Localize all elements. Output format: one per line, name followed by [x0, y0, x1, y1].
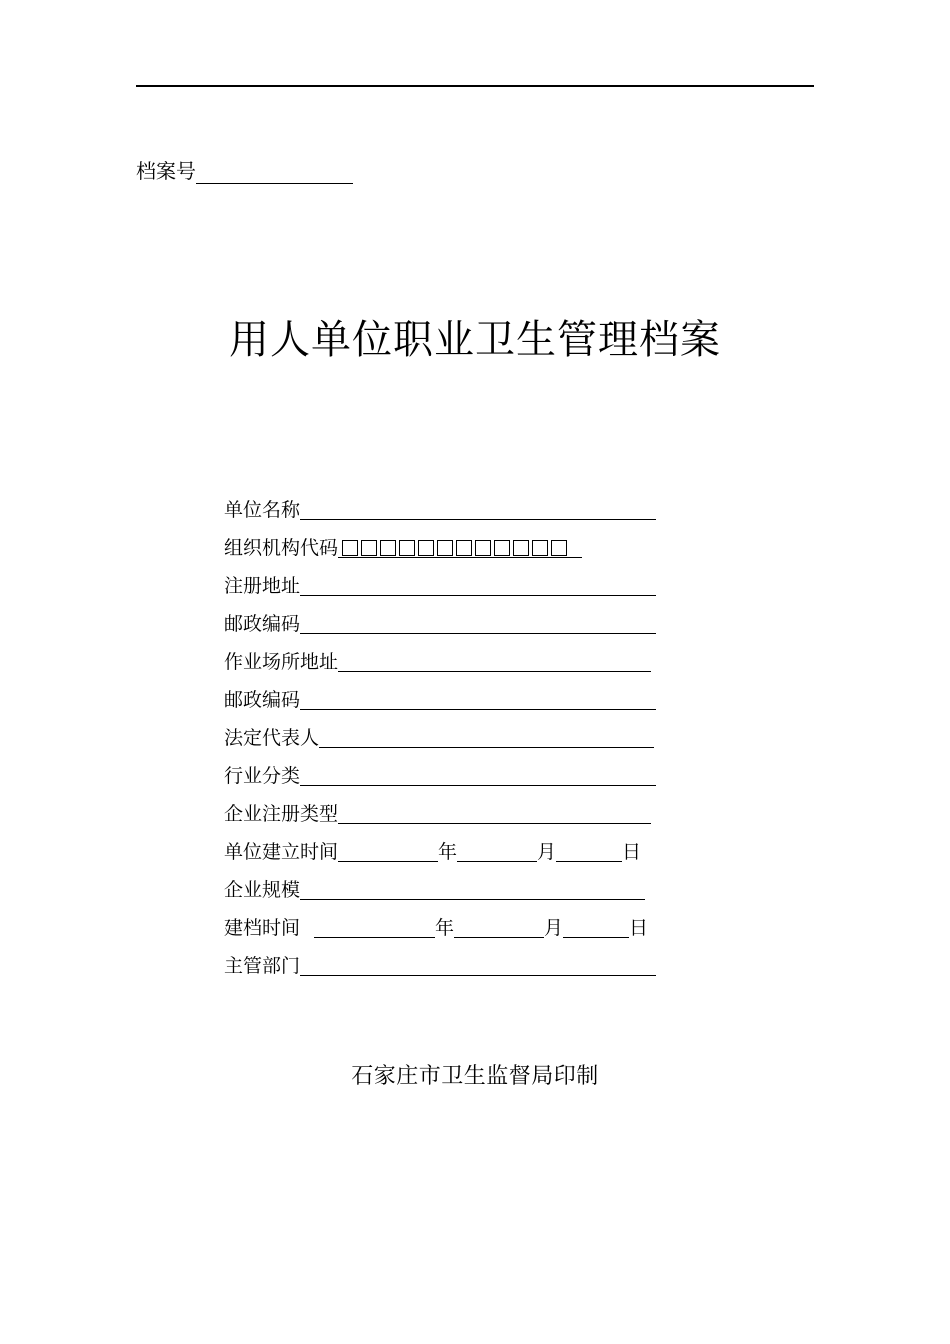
establishment-year-unit: 年 — [438, 841, 458, 863]
org-code-box[interactable] — [361, 540, 377, 556]
establishment-month-unit: 月 — [537, 841, 557, 863]
unit-name-label: 单位名称 — [224, 499, 301, 521]
industry-category-label: 行业分类 — [224, 765, 301, 787]
registered-address-blank[interactable] — [300, 573, 656, 596]
postal-code-row-1 — [224, 598, 684, 636]
industry-category-row — [224, 750, 684, 788]
archive-date-row — [224, 902, 684, 940]
org-code-box[interactable] — [532, 540, 548, 556]
enterprise-scale-row — [224, 864, 684, 902]
org-code-box[interactable] — [513, 540, 529, 556]
workplace-address-blank[interactable] — [338, 649, 651, 672]
org-code-box[interactable] — [342, 540, 358, 556]
registered-address-row — [224, 560, 684, 598]
establishment-date-row — [224, 826, 684, 864]
establishment-month-blank[interactable] — [457, 839, 537, 862]
org-code-box[interactable] — [380, 540, 396, 556]
archive-day-unit: 日 — [629, 917, 649, 939]
legal-representative-label: 法定代表人 — [224, 727, 320, 749]
enterprise-registration-type-row — [224, 788, 684, 826]
document-title: 用人单位职业卫生管理档案 — [229, 317, 721, 363]
header-rule — [136, 85, 814, 87]
org-code-box[interactable] — [456, 540, 472, 556]
establishment-year-blank[interactable] — [338, 839, 438, 862]
archive-day-blank[interactable] — [563, 915, 629, 938]
postal-code-row-2 — [224, 674, 684, 712]
archive-number-label: 档案号 — [136, 159, 196, 183]
archive-date-label: 建档时间 — [224, 917, 301, 939]
industry-category-blank[interactable] — [300, 763, 656, 786]
org-code-box[interactable] — [494, 540, 510, 556]
org-code-label: 组织机构代码 — [224, 537, 339, 559]
enterprise-scale-label: 企业规模 — [224, 879, 301, 901]
supervising-department-row — [224, 940, 684, 978]
supervising-department-blank[interactable] — [300, 953, 656, 976]
org-code-box[interactable] — [551, 540, 567, 556]
legal-representative-row — [224, 712, 684, 750]
workplace-address-row — [224, 636, 684, 674]
unit-name-row — [224, 484, 684, 522]
postal-code-label-1: 邮政编码 — [224, 613, 301, 635]
enterprise-registration-type-blank[interactable] — [338, 801, 651, 824]
org-code-row — [224, 522, 684, 560]
org-code-box[interactable] — [418, 540, 434, 556]
workplace-address-label: 作业场所地址 — [224, 651, 339, 673]
printer-credit: 石家庄市卫生监督局印制 — [351, 1064, 599, 1089]
establishment-date-label: 单位建立时间 — [224, 841, 339, 863]
registration-form — [224, 484, 684, 978]
archive-month-unit: 月 — [544, 917, 564, 939]
legal-representative-blank[interactable] — [319, 725, 654, 748]
org-code-boxes[interactable] — [338, 534, 582, 558]
postal-code-blank-2[interactable] — [300, 687, 656, 710]
unit-name-blank[interactable] — [300, 497, 656, 520]
archive-number-field — [136, 158, 353, 184]
postal-code-label-2: 邮政编码 — [224, 689, 301, 711]
archive-month-blank[interactable] — [454, 915, 544, 938]
establishment-day-blank[interactable] — [556, 839, 622, 862]
postal-code-blank-1[interactable] — [300, 611, 656, 634]
enterprise-scale-blank[interactable] — [300, 877, 645, 900]
archive-number-blank[interactable] — [196, 163, 353, 184]
org-code-box[interactable] — [475, 540, 491, 556]
org-code-box[interactable] — [399, 540, 415, 556]
archive-year-blank[interactable] — [314, 915, 435, 938]
archive-year-unit: 年 — [435, 917, 455, 939]
enterprise-registration-type-label: 企业注册类型 — [224, 803, 339, 825]
establishment-day-unit: 日 — [622, 841, 642, 863]
registered-address-label: 注册地址 — [224, 575, 301, 597]
supervising-department-label: 主管部门 — [224, 955, 301, 977]
org-code-box[interactable] — [437, 540, 453, 556]
